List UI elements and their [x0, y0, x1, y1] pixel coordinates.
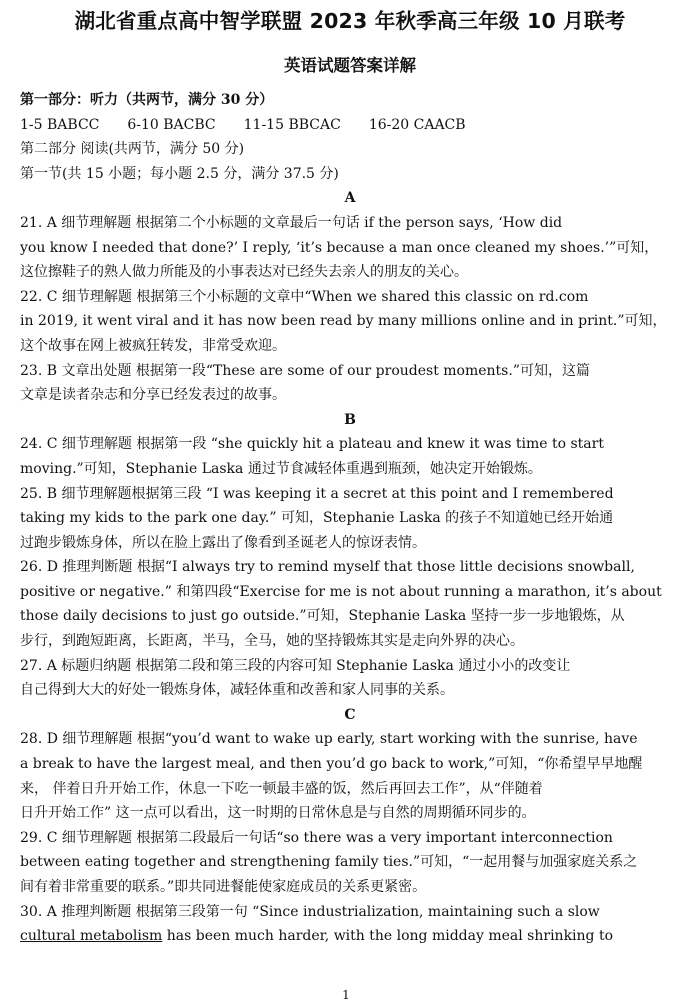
answer-item	[20, 432, 680, 481]
answer-line: 过跑步锻炼身体，所以在脸上露出了像看到圣诞老人的惊讶表情。	[20, 534, 426, 551]
q30-underlined-term: cultural metabolism	[20, 928, 163, 945]
answer-line: 23. B 文章出处题 根据第一段“These are some of our proudest moments.”可知，这篇	[20, 362, 590, 379]
answer-line: 这位擦鞋子的熟人做力所能及的小事表达对已经失去亲人的朋友的关心。	[20, 264, 468, 281]
passage-label: A	[344, 190, 356, 207]
answer-item	[20, 482, 680, 556]
answer-line: in 2019, it went viral and it has now been read by many millions online and in print.”可知，	[20, 313, 667, 330]
answer-line: 来， 伴着日升开始工作，休息一下吃一顿最丰盛的饭，然后再回去工作”，从“伴随着	[20, 780, 543, 797]
answer-line: 26. D 推理判断题 根据“I always try to remind myself that those little decisions snowball,	[20, 559, 635, 576]
answer-item	[20, 826, 680, 900]
answer-line: 22. C 细节理解题 根据第三个小标题的文章中“When we shared this classic on rd.com	[20, 288, 589, 305]
answer-line: a break to have the largest meal, and then you’d go back to work,”可知，“你希望早早地醒	[20, 756, 643, 773]
passage-label: C	[344, 706, 356, 723]
answer-line: 间有着非常重要的联系。”即共同进餐能使家庭成员的关系更紧密。	[20, 879, 427, 895]
answer-line: 27. A 标题归纳题 根据第二段和第三段的内容可知 Stephanie Laska 通过小小的改变让	[20, 657, 571, 674]
answer-line: 自己得到大大的好处一锻炼身体，减轻体重和改善和家人同事的关系。	[20, 682, 454, 699]
answer-line: those daily decisions to just go outside.”可知，Stephanie Laska 坚持一步一步地锻炼，从	[20, 608, 625, 625]
passages-container	[20, 186, 680, 899]
part2-heading: 第二部分 阅读(共两节，满分 50 分)	[20, 141, 245, 158]
answer-item	[20, 727, 680, 825]
document-title: 湖北省重点高中智学联盟 2023 年秋季高三年级 10 月联考	[74, 9, 626, 33]
section1-heading: 第一节(共 15 小题；每小题 2.5 分，满分 37.5 分)	[20, 165, 339, 182]
document-subtitle: 英语试题答案详解	[284, 56, 416, 75]
passage-label: B	[344, 411, 356, 428]
answer-item	[20, 285, 680, 359]
answer-line: taking my kids to the park one day.” 可知，Stephanie Laska 的孩子不知道她已经开始通	[20, 510, 614, 527]
page-number: 1	[342, 988, 350, 1002]
answer-line: 24. C 细节理解题 根据第一段 “she quickly hit a plateau and knew it was time to start	[20, 436, 604, 453]
answer-item	[20, 555, 680, 653]
q30-line2-rest: has been much harder, with the long midday meal shrinking to	[162, 928, 614, 945]
q30-line1: 30. A 推理判断题 根据第三段第一句 “Since industrialization, maintaining such a slow	[20, 903, 600, 920]
answer-line: you know I needed that done?’ I reply, ‘it’s because a man once cleaned my shoes.’”可知，	[20, 239, 659, 256]
q30-line2	[20, 924, 680, 949]
answer-line: positive or negative.” 和第四段“Exercise for me is not about running a marathon, it’s about	[20, 583, 662, 600]
answer-line: 29. C 细节理解题 根据第二段最后一句话“so there was a very important interconnection	[20, 829, 613, 846]
answer-item	[20, 359, 680, 408]
answer-line: between eating together and strengthening family ties.”可知，“一起用餐与加强家庭关系之	[20, 854, 638, 871]
answer-item	[20, 211, 680, 285]
answer-line: 21. A 细节理解题 根据第二个小标题的文章最后一句话 if the person says, ‘How did	[20, 214, 563, 231]
answer-line: 日升开始工作” 这一点可以看出，这一时期的日常休息是与自然的周期循环同步的。	[20, 805, 536, 822]
question-30	[20, 900, 680, 949]
answer-line: moving.”可知，Stephanie Laska 通过节食减轻体重遇到瓶颈，她决定开始锻炼。	[20, 460, 542, 477]
listening-answers: 1-5 BABCC 6-10 BACBC 11-15 BBCAC 16-20 CAACB	[20, 116, 466, 133]
answer-line: 这个故事在网上被疯狂转发，非常受欢迎。	[20, 337, 286, 354]
answer-item	[20, 654, 680, 703]
answer-line: 文章是读者杂志和分享已经发表过的故事。	[20, 387, 286, 404]
answer-line: 步行，到跑短距离，长距离，半马，全马，她的坚持锻炼其实是走向外界的决心。	[20, 633, 524, 650]
answer-line: 28. D 细节理解题 根据“you’d want to wake up early, start working with the sunrise, have	[20, 731, 638, 748]
answer-line: 25. B 细节理解题根据第三段 “I was keeping it a secret at this point and I remembered	[20, 485, 614, 502]
part1-heading: 第一部分：听力（共两节，满分 30 分）	[20, 92, 274, 108]
